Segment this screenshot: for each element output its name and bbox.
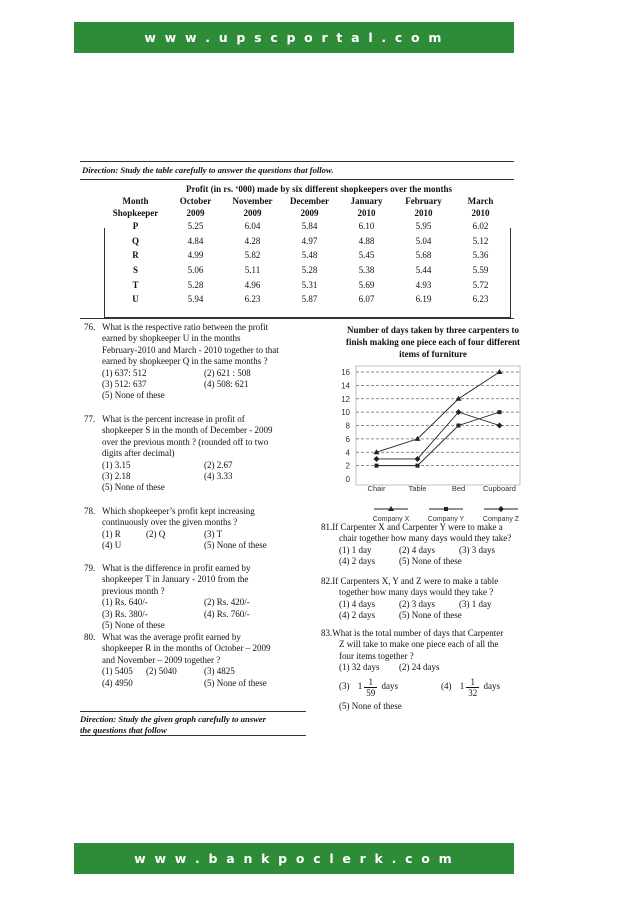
answer-option[interactable]: (5) None of these [102,390,165,401]
option-row [84,482,307,493]
divider-graph-dir-bottom [80,735,306,736]
option-row [84,471,307,482]
shopkeeper-cell: P [132,221,139,232]
option-whole: 1 [459,681,465,692]
divider-graph-dir [80,711,306,712]
profit-cell: 6.02 [472,221,489,232]
profit-cell: 4.97 [301,235,318,246]
legend-label: Company X [372,516,410,523]
answer-option[interactable]: (1) 637: 512 [102,367,147,378]
question [84,632,307,689]
answer-option[interactable]: (4) 2 days [339,556,375,567]
question-stem-line: chair together how many days would they take? [339,533,512,544]
graph-direction [80,714,306,736]
answer-option[interactable]: (5) None of these [102,620,165,631]
question-text: What is the respective ratio between the profit [102,322,269,332]
answer-option[interactable]: (3) 3 days [459,544,495,555]
y-tick-label: 16 [341,368,350,377]
header-line: November [232,196,273,206]
answer-option[interactable]: (1) 1 day [339,544,372,555]
profit-cell: 5.36 [472,250,489,261]
profit-cell: 4.96 [244,279,261,290]
option-unit: days [381,681,398,692]
shopkeeper-cell: U [132,294,139,305]
option-row [84,678,307,689]
table-header-cell [281,196,338,219]
answer-option[interactable]: (2) 621 : 508 [204,367,251,378]
option-row [84,460,307,471]
footer-banner: w w w . b a n k p o c l e r k . c o m [74,843,514,874]
shopkeeper-cell: R [132,250,139,261]
x-tick-label: Table [408,484,427,493]
question [321,576,545,622]
chart-title-line-2: finish making one piece each of four different [346,337,520,347]
x-tick-label: Chair [367,484,386,493]
option-row [84,390,307,401]
question [84,414,307,494]
option-row [84,540,307,551]
answer-option[interactable] [441,677,543,698]
chart-title-line-3: items of furniture [399,349,467,359]
header-line: December [290,196,329,206]
profit-cell: 5.59 [472,265,489,276]
header-line: 2010 [357,207,376,218]
answer-option[interactable]: (2) Q [146,528,166,539]
question-stem-line: February-2010 and March - 2010 together to that [102,344,279,355]
header-line: October [179,196,212,206]
question-stem-line: digits after decimal) [102,448,175,459]
question-stem-line [84,322,307,333]
table-title: Profit (in rs. ‘000) made by six different shopkeepers over the months [186,184,452,194]
data-point [498,410,502,414]
y-tick-label: 8 [345,421,350,431]
answer-option[interactable]: (5) None of these [102,482,165,493]
question [321,628,545,712]
profit-cell: 5.68 [415,250,432,261]
profit-cell: 5.06 [187,265,204,276]
answer-option[interactable]: (5) None of these [204,677,267,688]
table-header-cell [338,196,395,219]
question-stem-line [321,522,545,533]
option-unit: days [483,681,500,692]
answer-option[interactable]: (1) Rs. 640/- [102,597,148,608]
data-point [497,423,503,429]
profit-cell: 5.48 [301,250,318,261]
header-line: March [467,196,494,206]
question-stem-line: over the previous month ? (rounded off to two [102,436,269,447]
question-stem-line: earned by shopkeeper Q in the same months ? [102,356,268,367]
profit-cell: 5.95 [415,221,432,232]
question-stem-line [84,632,307,643]
profit-cell: 5.69 [358,279,375,290]
answer-option[interactable]: (4) 508: 621 [204,379,249,390]
answer-option[interactable]: (4) 4950 [102,677,133,688]
answer-option[interactable]: (4) U [102,540,122,551]
profit-cell: 6.23 [472,294,489,305]
option-row [321,610,545,621]
option-row [84,529,307,540]
question-text: What is the total number of days that Carpenter [332,628,504,638]
profit-cell: 5.31 [301,279,318,290]
answer-option[interactable]: (2) 3 days [399,598,435,609]
question-stem-line: four items together ? [339,650,414,661]
answer-option[interactable]: (3) Rs. 380/- [102,608,148,619]
shopkeeper-cell: Q [131,235,139,246]
option-row [321,545,545,556]
chart-title-line-1: Number of days taken by three carpenters to [347,325,519,335]
answer-option[interactable]: (2) 4 days [399,544,435,555]
chart-title [320,324,546,360]
option-row [84,666,307,677]
answer-option[interactable]: (1) 4 days [339,598,375,609]
header-line: January [350,196,383,206]
question [321,522,545,568]
question-stem-line: previous month ? [102,585,165,596]
answer-option[interactable]: (4) 2 days [339,610,375,621]
question-number: 81. [321,522,333,532]
profit-cell: 4.99 [187,250,204,261]
profit-cell: 5.82 [244,250,261,261]
profit-cell: 5.04 [415,235,432,246]
data-point [374,456,380,462]
table-header-cell [395,196,452,219]
question [84,322,307,402]
option-row [321,677,545,698]
legend-label: Company Y [427,516,465,523]
profit-cell: 4.84 [187,235,204,246]
answer-option[interactable]: (5) None of these [339,700,402,711]
data-point [375,464,379,468]
profit-cell: 5.87 [301,294,318,305]
question-number: 82. [321,576,333,586]
answer-option[interactable]: (1) 3.15 [102,459,131,470]
option-row [321,599,545,610]
profit-cell: 5.11 [244,265,261,276]
question-number: 78. [84,506,96,516]
answer-option[interactable]: (5) None of these [399,610,462,621]
fraction-numerator: 1 [364,677,377,688]
header-line: February [405,196,442,206]
question-stem-line: shopkeeper T in January - 2010 from the [102,574,249,585]
profit-cell: 4.88 [358,235,375,246]
option-row [321,556,545,567]
data-point [416,464,420,468]
profit-cell: 5.84 [301,221,318,232]
question-text: What was the average profit earned by [102,632,241,642]
profit-cell: 4.93 [415,279,432,290]
profit-cell: 4.28 [244,235,261,246]
table-header-cell [452,196,509,219]
question-stem-line: and November – 2009 together ? [102,654,221,665]
header-line: Shopkeeper [112,207,159,218]
question-stem-line [84,563,307,574]
option-whole: 1 [357,681,363,692]
shopkeeper-cell: T [132,279,139,290]
header-banner: w w w . u p s c p o r t a l . c o m [74,22,514,53]
question-number: 76. [84,322,96,332]
profit-cell: 6.23 [244,294,261,305]
header-line: 2010 [471,207,490,218]
question-number: 83. [321,628,333,638]
profit-cell: 6.19 [415,294,432,305]
question-stem-line: continuously over the given months ? [102,517,238,528]
header-line: 2009 [186,207,205,218]
answer-option[interactable]: (4) 3.33 [204,471,233,482]
question [84,563,307,631]
y-tick-label: 0 [345,475,350,484]
question-number: 80. [84,632,96,642]
profit-cell: 5.28 [187,279,204,290]
profit-cell: 5.72 [472,279,489,290]
option-row [321,662,545,673]
question-stem-line: shopkeeper R in the months of October – 2009 [102,643,271,654]
profit-cell: 6.07 [358,294,375,305]
answer-option[interactable]: (5) None of these [204,540,267,551]
profit-cell: 6.10 [358,221,375,232]
question-text: If Carpenter X and Carpenter Y were to make a [332,522,503,532]
fraction [364,677,377,698]
profit-cell: 5.28 [301,265,318,276]
table-header-cell [224,196,281,219]
legend-marker [444,507,448,511]
fraction-numerator: 1 [466,677,479,688]
question-text: What is the percent increase in profit of [102,414,245,424]
question-text: If Carpenters X, Y and Z were to make a table [332,576,499,586]
option-row [84,609,307,620]
profit-cell: 5.38 [358,265,375,276]
table-header-cell [104,196,167,219]
profit-cell: 5.45 [358,250,375,261]
data-point [497,369,503,374]
answer-option[interactable]: (1) R [102,528,121,539]
header-line: 2010 [414,207,433,218]
question-stem-line: shopkeeper S in the month of December - 2009 [102,425,273,436]
table-header-cell [167,196,224,219]
profit-cell: 5.25 [187,221,204,232]
y-tick-label: 2 [345,461,350,471]
legend-marker [388,506,394,511]
y-tick-label: 6 [345,434,350,444]
legend-label: Company Z [482,516,520,523]
option-row [321,701,545,712]
divider-table-bottom [80,318,514,319]
option-row [84,620,307,631]
y-tick-label: 12 [341,394,350,404]
x-tick-label: Bed [451,484,466,493]
table-border [104,228,511,318]
question-stem-line: together how many days would they take ? [339,587,494,598]
answer-option[interactable]: (3) T [204,528,223,539]
table-direction: Direction: Study the table carefully to answer the questions that follow. [82,165,334,175]
divider-direction [80,179,514,180]
header-line: 2009 [300,207,319,218]
data-point [457,424,461,428]
answer-option[interactable]: (3) 512: 637 [102,379,147,390]
option-label: (3) [339,681,350,692]
fraction [466,677,479,698]
option-label: (4) [441,681,452,692]
answer-option[interactable]: (1) 32 days [339,662,380,673]
profit-cell: 5.44 [415,265,432,276]
graph-direction-line-2: the questions that follow [80,725,167,735]
question-stem-line [321,576,545,587]
question-stem-line: Z will take to make one piece each of all the [339,639,499,650]
question-stem-line [84,414,307,425]
header-line: Month [122,196,149,206]
question-text: Which shopkeeper’s profit kept increasing [102,506,255,516]
profit-cell: 5.12 [472,235,489,246]
question-number: 77. [84,414,96,424]
answer-option[interactable]: (2) 2.67 [204,459,233,470]
header-line: 2009 [243,207,262,218]
y-tick-label: 14 [341,381,350,391]
question-stem-line [84,506,307,517]
divider-top [80,161,514,162]
answer-option[interactable]: (5) None of these [399,556,462,567]
x-tick-label: Cupboard [483,484,516,493]
answer-option[interactable]: (3) 2.18 [102,471,131,482]
fraction-denominator: 32 [468,687,478,698]
profit-cell: 5.94 [187,294,204,305]
legend-marker [498,506,504,512]
shopkeeper-cell: S [132,265,138,276]
y-tick-label: 10 [341,408,350,418]
data-point [456,396,462,401]
option-row [84,597,307,608]
question-number: 79. [84,563,96,573]
option-row [84,379,307,390]
question-text: What is the difference in profit earned by [102,563,251,573]
y-tick-label: 4 [345,448,350,458]
question-stem-line: earned by shopkeeper U in the months [102,333,241,344]
answer-option[interactable]: (4) Rs. 760/- [204,608,250,619]
answer-option[interactable]: (1) 5405 [102,666,133,677]
answer-option[interactable]: (2) 5040 [146,666,177,677]
answer-option[interactable] [339,677,441,698]
option-row [84,368,307,379]
answer-option[interactable]: (2) 24 days [399,662,440,673]
answer-option[interactable]: (2) Rs. 420/- [204,597,250,608]
profit-cell: 6.04 [244,221,261,232]
question [84,506,307,552]
question-stem-line [321,628,545,639]
fraction-denominator: 59 [366,687,376,698]
answer-option[interactable]: (3) 1 day [459,598,492,609]
answer-option[interactable]: (3) 4825 [204,666,235,677]
graph-direction-line-1: Direction: Study the given graph carefully to answer [80,714,266,724]
line-chart [330,362,530,522]
